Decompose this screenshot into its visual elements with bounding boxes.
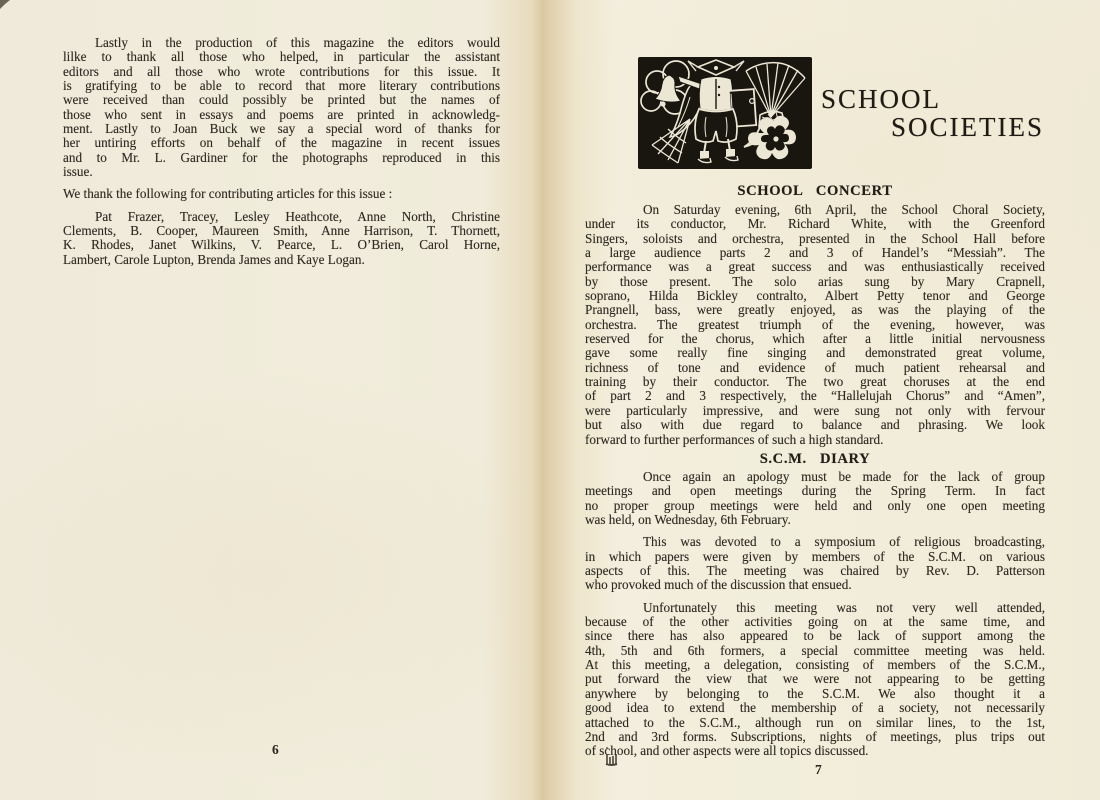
text-line: training by their conductor. The two great choruses at the end	[585, 374, 1045, 390]
text-line: 2nd and 3rd forms. Subscriptions, nights of meetings, plus trips out	[585, 728, 1045, 744]
text-line: We thank the following for contributing articles for this issue :	[63, 186, 393, 202]
text-line: issue.	[63, 164, 93, 180]
paragraph	[585, 203, 1045, 447]
text-line: Pat Frazer, Tracey, Lesley Heathcote, Anne North, Christine	[95, 208, 500, 224]
text-line: were particularly impressive, and were sung not only with fervour	[585, 402, 1045, 418]
text-line: Singers, soloists and orchestra, presented in the School Hall before	[585, 230, 1045, 246]
text-line: attached to the S.C.M., although run on similar lines, to the 1st,	[585, 714, 1045, 730]
text-line: and to Mr. L. Gardiner for the photographs reproduced in this	[63, 149, 500, 165]
text-line: This was devoted to a symposium of religious broadcasting,	[643, 534, 1045, 550]
text-line: anywhere by belonging to the S.C.M. We also thought it a	[585, 685, 1045, 701]
text-line: Prangnell, bass, were greatly enjoyed, as was the playing of the	[585, 302, 1045, 318]
left-page-text-column	[63, 36, 500, 267]
text-line: 4th, 5th and 6th formers, a special committee meeting was held.	[585, 642, 1045, 658]
text-line: since there has also appeared to be lack of support among the	[585, 628, 1045, 644]
text-line: put forward the view that we were not appearing to be getting	[585, 671, 1045, 687]
text-line: ment. Lastly to Joan Buck we say a special word of thanks for	[63, 121, 500, 137]
text-line: in which papers were given by members of the S.C.M. on various	[585, 548, 1045, 564]
text-line: On Saturday evening, 6th April, the School Choral Society,	[643, 202, 1045, 217]
text-line: Unfortunately this meeting was not very well attended,	[643, 599, 1045, 615]
text-line: forward to further performances of such a high standard.	[585, 431, 884, 447]
text-line: were received than could possibly be printed but the names of	[63, 92, 500, 108]
text-line: reserved for the chorus, which after a little initial nervousness	[585, 331, 1045, 347]
text-line: Lambert, Carole Lupton, Brenda James and Kaye Logan.	[63, 251, 365, 267]
text-line: aspects of this. The meeting was chaired by Rev. D. Patterson	[585, 563, 1045, 579]
text-line: by those present. The solo arias sung by Mary Crapnell,	[585, 273, 1045, 289]
text-line: lilke to thank all those who helped, in particular the assistant	[63, 49, 500, 65]
text-line: At this meeting, a delegation, consisting of members of the S.C.M.,	[585, 657, 1045, 673]
school-societies-illustration	[638, 57, 812, 169]
text-line: meetings and open meetings during the Spring Term. In fact	[585, 483, 1045, 499]
section-heading-school-concert: SCHOOL CONCERT	[737, 183, 893, 199]
page-number-left: 6	[272, 742, 279, 757]
text-line: her untiring efforts on behalf of the magazine in recent issues	[63, 135, 500, 151]
section-body-school-concert	[585, 203, 1045, 447]
text-line: because of the other activities going on at the same time, and	[585, 614, 1045, 630]
page-title-societies: SOCIETIES	[891, 112, 1044, 142]
text-line: no proper group meetings were held and only one open meeting	[585, 497, 1045, 513]
section-body-scm-diary	[585, 470, 1045, 759]
text-line: is gratifying to be able to record that more literary contributions	[63, 78, 500, 94]
text-line: of part 2 and 3 respectively, the “Hallelujah Chorus” and “Amen”,	[585, 388, 1045, 404]
paragraph	[585, 470, 1045, 527]
text-line: those who sent in essays and poems are printed in acknowledg-	[63, 106, 500, 122]
paragraph	[63, 36, 500, 179]
paragraph	[63, 210, 500, 267]
text-line: was held, on Wednesday, 6th February.	[585, 512, 791, 528]
paragraph	[63, 187, 500, 201]
paragraph	[585, 601, 1045, 759]
text-line: but also with due regard to balance and phrasing. We look	[585, 417, 1045, 433]
corner-speck	[0, 0, 10, 9]
page-title-school: SCHOOL	[821, 84, 942, 114]
text-line: richness of tone and evidence of much patient rehearsal and	[585, 359, 1045, 375]
paragraph	[585, 535, 1045, 592]
text-line: good idea to extend the membership of a society, not necessarily	[585, 700, 1045, 716]
bell-clapper	[660, 101, 665, 106]
text-line: editors and all those who wrote contributions for this issue. It	[63, 63, 500, 79]
ink-smudge-mark	[603, 745, 621, 767]
text-line: of school, and other aspects were all topics discussed.	[585, 743, 869, 759]
text-line: Once again an apology must be made for the lack of group	[643, 469, 1045, 484]
page-number-right: 7	[815, 762, 822, 777]
text-line: gave some really fine singing and demonstrated great volume,	[585, 345, 1045, 361]
text-line: who provoked much of the discussion that ensued.	[585, 577, 852, 593]
text-line: Lastly in the production of this magazine the editors would	[95, 35, 500, 50]
text-line: Clements, B. Cooper, Maureen Smith, Anne Harrison, T. Thornett,	[63, 223, 500, 239]
text-line: orchestra. The greatest triumph of the evening, however, was	[585, 316, 1045, 332]
text-line: performance was a great success and was enthusiastically received	[585, 259, 1045, 275]
text-line: K. Rhodes, Janet Wilkins, V. Pearce, L. O’Brien, Carol Horne,	[63, 237, 500, 253]
text-line: soprano, Hilda Bickley contralto, Albert Petty tenor and George	[585, 288, 1045, 304]
section-heading-scm-diary: S.C.M. DIARY	[759, 451, 871, 467]
right-page	[585, 0, 1045, 800]
text-line: under its conductor, Mr. Richard White, with the Greenford	[585, 216, 1045, 232]
text-line: a large audience parts 2 and 3 of Handel’s “Messiah”. The	[585, 245, 1045, 261]
